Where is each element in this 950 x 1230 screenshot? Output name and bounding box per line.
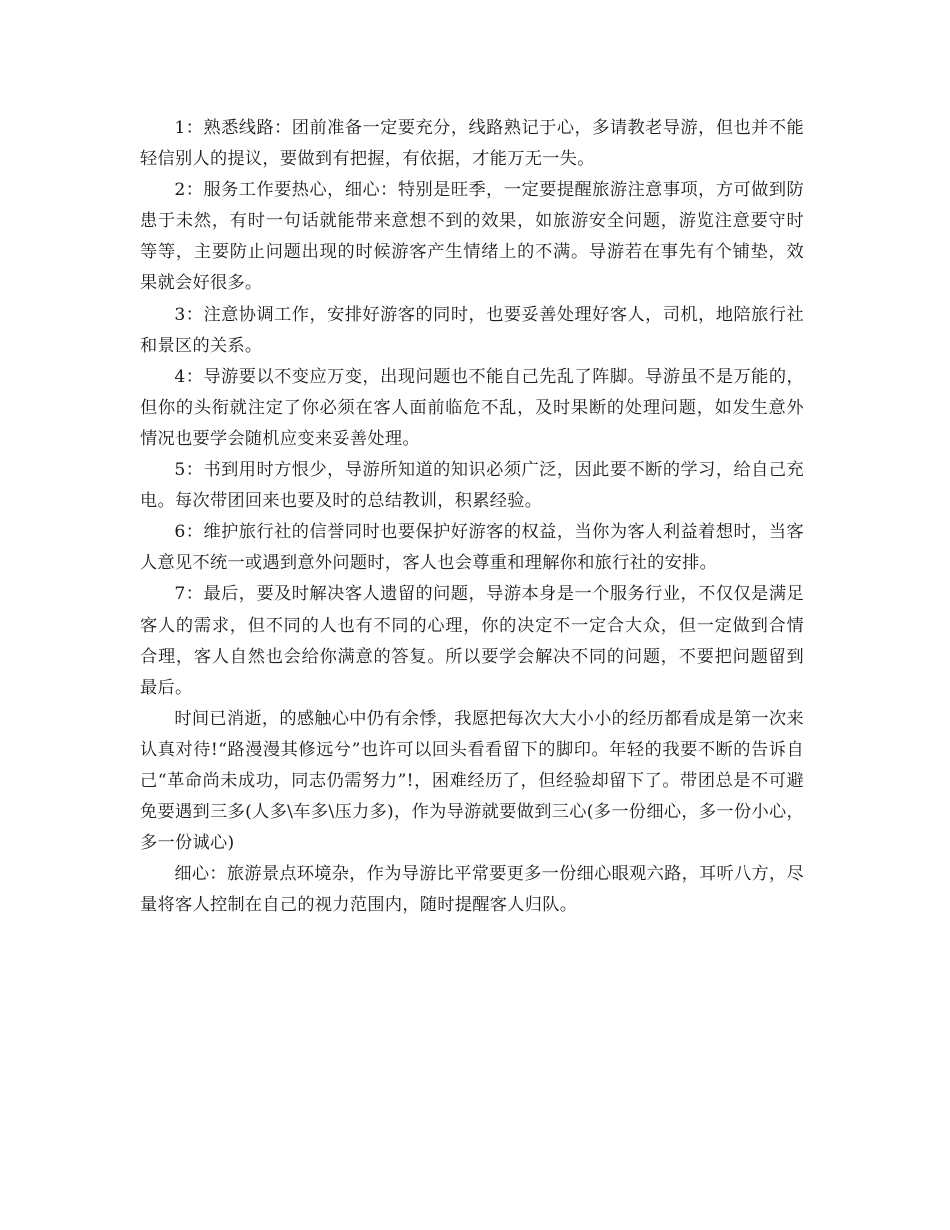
paragraph-reflection: 时间已消逝，的感触心中仍有余悸，我愿把每次大大小小的经历都看成是第一次来认真对待!“路漫漫其修远兮”也许可以回头看看留下的脚印。年轻的我要不断的告诉自己“革命尚未成功，同志仍需努力”!，困难经历了，但经验却留下了。带团总是不可避免要遇到三多(人多\车多\压力多)，作为导游就要做到三心(多一份细心，多一份小心，多一份诚心): [140, 708, 804, 854]
paragraph-3: 3：注意协调工作，安排好游客的同时，也要妥善处理好客人，司机，地陪旅行社和景区的关系。: [140, 304, 804, 356]
document-body: [140, 113, 804, 921]
paragraph-1: 1：熟悉线路：团前准备一定要充分，线路熟记于心，多请教老导游，但也并不能轻信别人的提议，要做到有把握，有依据，才能万无一失。: [140, 118, 804, 170]
paragraph-4: 4：导游要以不变应万变，出现问题也不能自己先乱了阵脚。导游虽不是万能的，但你的头衔就注定了你必须在客人面前临危不乱，及时果断的处理问题，如发生意外情况也要学会随机应变来妥善处理。: [140, 366, 804, 449]
paragraph-6: 6：维护旅行社的信誉同时也要保护好游客的权益，当你为客人利益着想时，当客人意见不统一或遇到意外问题时，客人也会尊重和理解你和旅行社的安排。: [140, 522, 804, 574]
paragraph-5: 5：书到用时方恨少，导游所知道的知识必须广泛，因此要不断的学习，给自己充电。每次带团回来也要及时的总结教训，积累经验。: [140, 460, 804, 512]
paragraph-2: 2：服务工作要热心，细心：特别是旺季，一定要提醒旅游注意事项，方可做到防患于未然，有时一句话就能带来意想不到的效果，如旅游安全问题，游览注意要守时等等，主要防止问题出现的时候游客产生情绪上的不满。导游若在事先有个铺垫，效果就会好很多。: [140, 180, 804, 294]
paragraph-7: 7：最后，要及时解决客人遗留的问题，导游本身是一个服务行业，不仅仅是满足客人的需求，但不同的人也有不同的心理，你的决定不一定合大众，但一定做到合情合理，客人自然也会给你满意的答复。所以要学会解决不同的问题，不要把问题留到最后。: [140, 584, 804, 698]
paragraph-careful: 细心：旅游景点环境杂，作为导游比平常要更多一份细心眼观六路，耳听八方，尽量将客人控制在自己的视力范围内，随时提醒客人归队。: [140, 864, 804, 916]
